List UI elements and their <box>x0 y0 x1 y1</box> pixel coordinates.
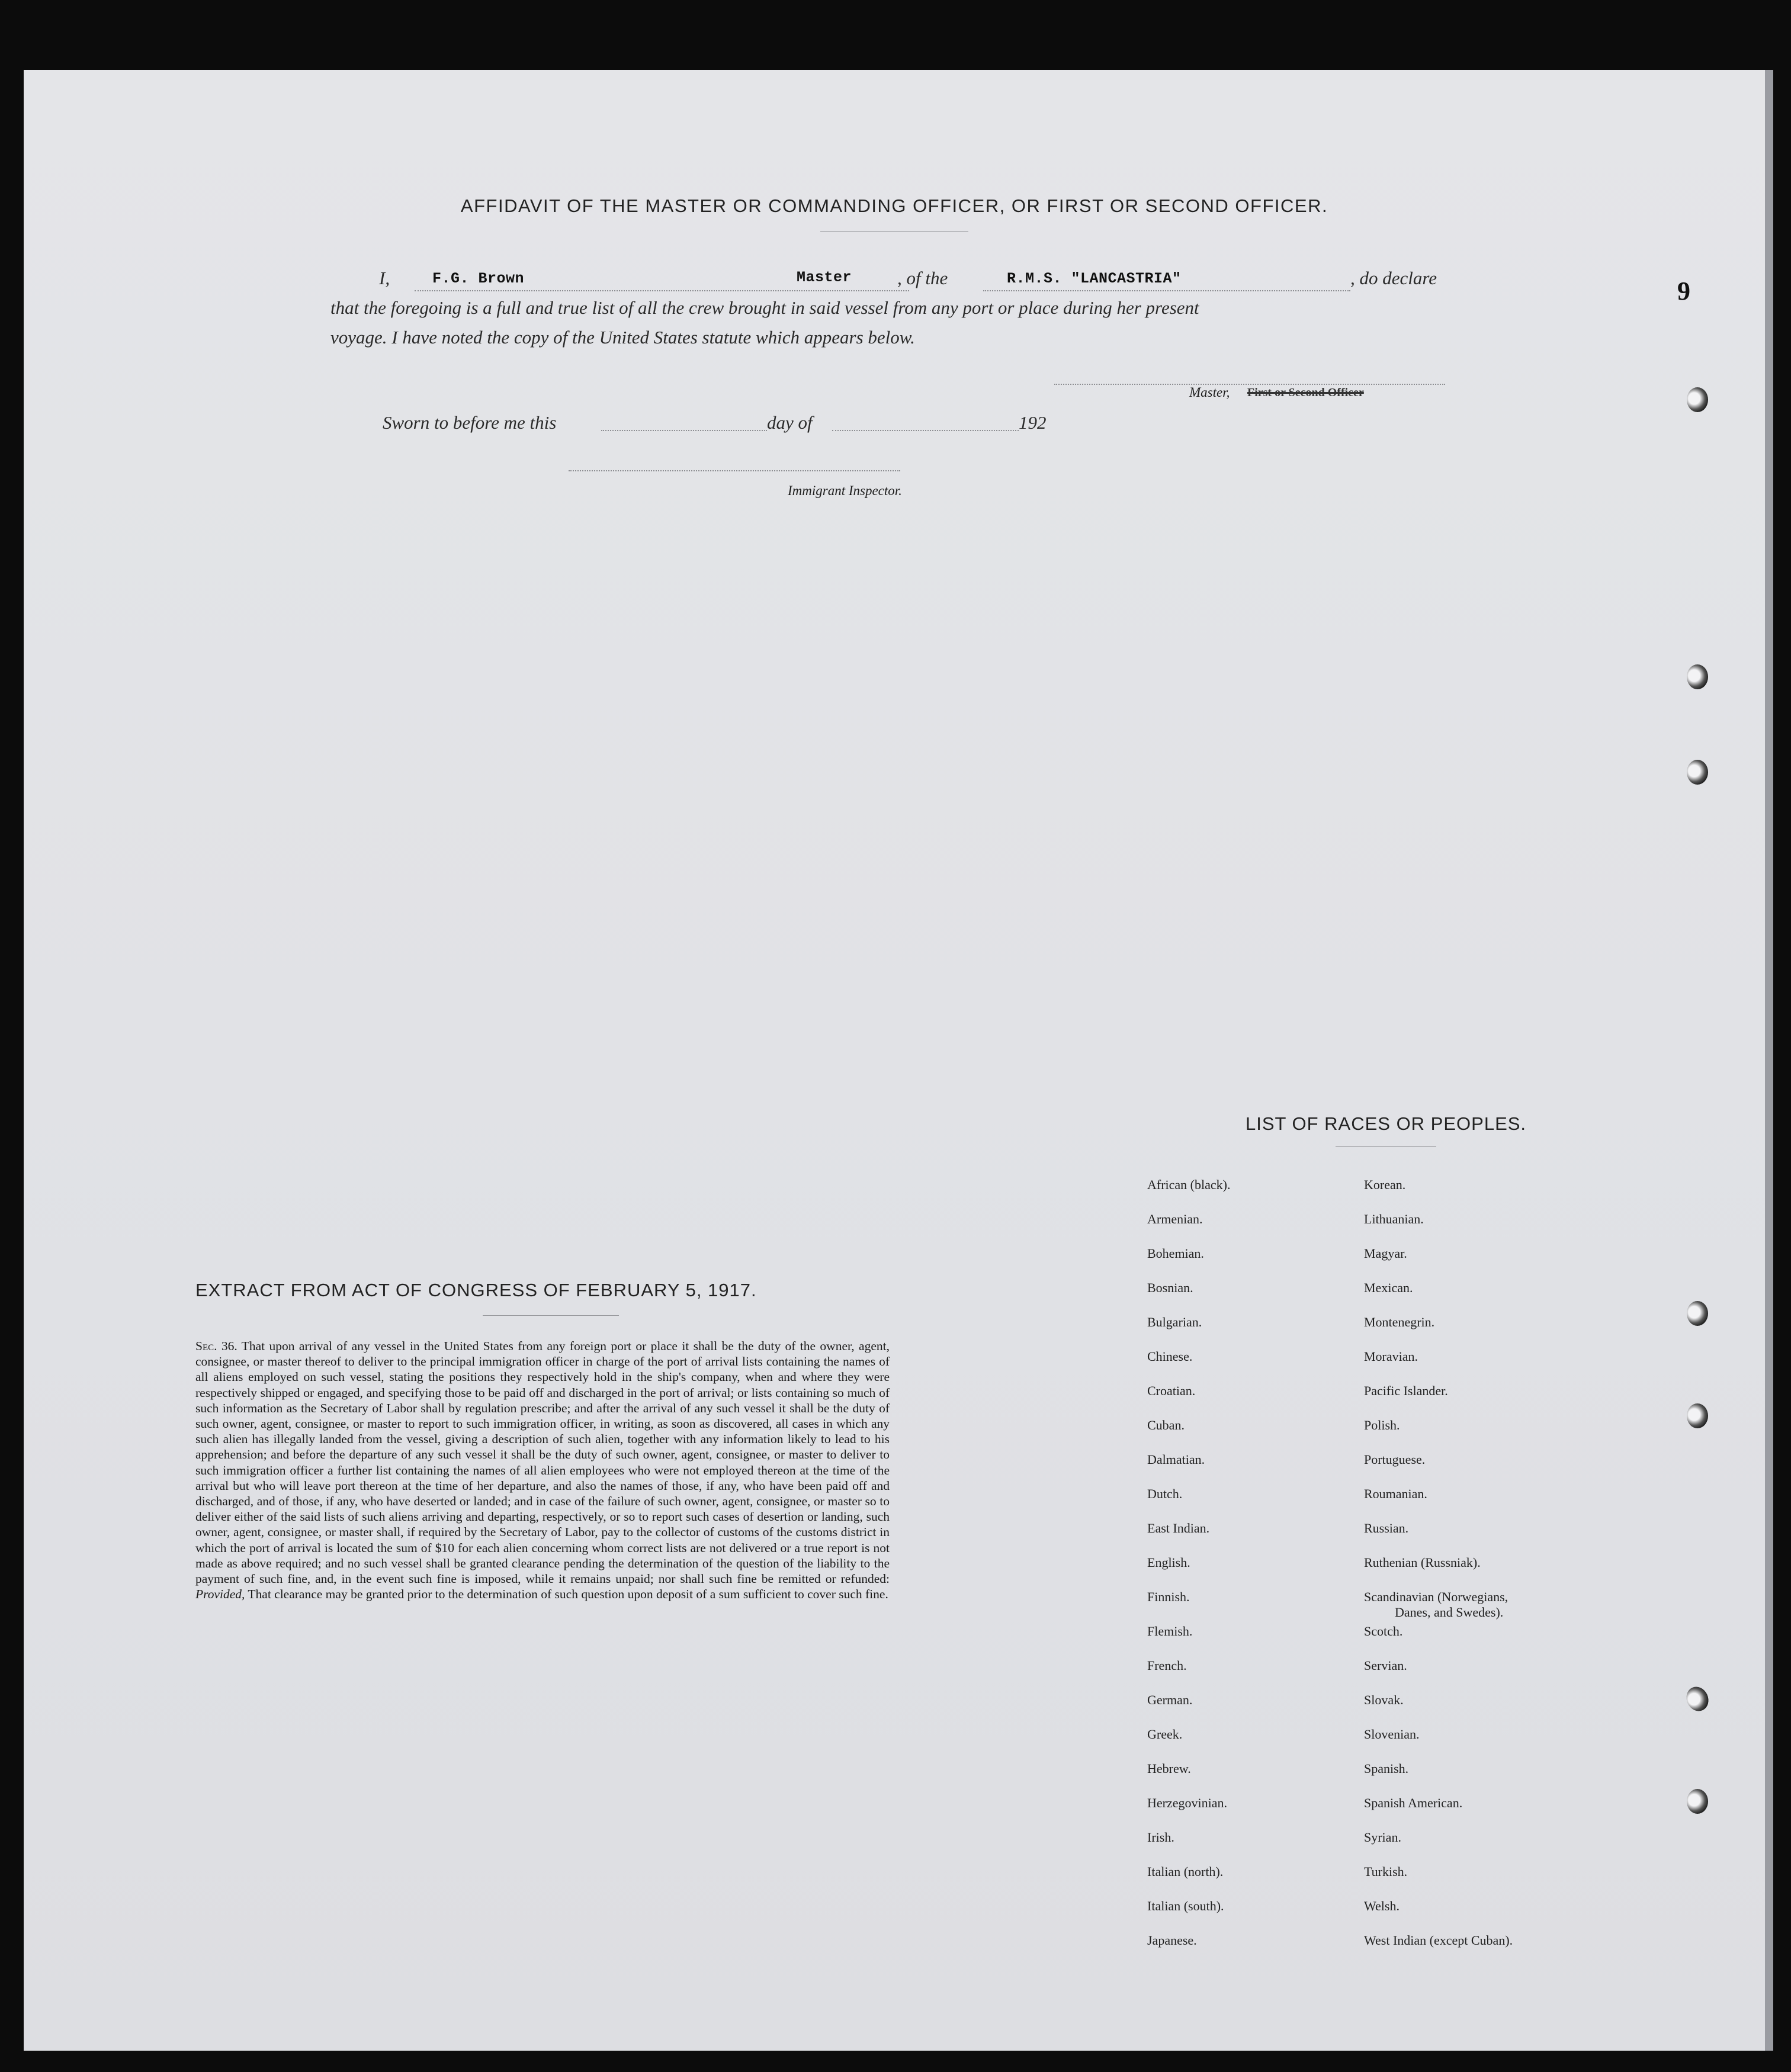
master-label: Master, <box>1189 385 1230 400</box>
race-item: Welsh. <box>1364 1898 1400 1913</box>
race-item: Armenian. <box>1147 1212 1203 1226</box>
race-item: Bosnian. <box>1147 1280 1193 1295</box>
declaration-line-3: voyage. I have noted the copy of the United States statute which appears below. <box>330 327 915 348</box>
race-item: Slovenian. <box>1364 1727 1420 1742</box>
race-item: Bulgarian. <box>1147 1315 1202 1329</box>
binder-hole <box>1687 1301 1708 1326</box>
sworn-label: Sworn to before me this <box>383 412 557 433</box>
race-item: West Indian (except Cuban). <box>1364 1933 1513 1948</box>
race-item: Montenegrin. <box>1364 1315 1435 1329</box>
race-item: Chinese. <box>1147 1349 1193 1364</box>
vessel-line <box>983 290 1350 291</box>
binder-hole <box>1687 1789 1708 1814</box>
races-title: LIST OF RACES OR PEOPLES. <box>1245 1113 1527 1134</box>
race-item: African (black). <box>1147 1177 1231 1192</box>
race-item: Irish. <box>1147 1830 1174 1845</box>
race-item: Lithuanian. <box>1364 1212 1424 1226</box>
statute-provided: Provided, <box>195 1587 245 1602</box>
race-item-continuation: Danes, and Swedes). <box>1395 1605 1504 1620</box>
race-item: Korean. <box>1364 1177 1406 1192</box>
master-rank: Master <box>797 269 852 286</box>
inspector-signature-line <box>569 470 900 471</box>
page-edge <box>1765 70 1773 2051</box>
name-line <box>415 290 909 291</box>
races-list-left <box>1147 1177 1337 2018</box>
race-item: Scandinavian (Norwegians, Danes, and Swedes). <box>1364 1589 1508 1620</box>
binder-hole <box>1687 387 1708 412</box>
inspector-label: Immigrant Inspector. <box>788 483 902 498</box>
statute-body: That upon arrival of any vessel in the United States from any foreign port or place it shall be the duty of the owner, agent, consignee, or master thereof to deliver to the principal immigration officer in charge of the port of arrival lists containing the names of all aliens employed on such vessel, stating the positions they respectively hold in the ship's company, when and where they were respectively shipped or engaged, and specifying those to be paid off and discharged in the port of arrival; or lists containing so much of such information as the Secretary of Labor shall by regulation prescribe; and after the arrival of any such vessel it shall be the duty of such owner, agent, consignee, or master to report to such immigration officer, in writing, as soon as discovered, all cases in which any such alien has illegally landed from the vessel, giving a description of such alien, together with any information likely to lead to his apprehension; and before the departure of any such vessel it shall be the duty of such owner, agent, consignee, or master to deliver to such immigration officer a further list containing the names of all alien employees who were not employed thereon at the time of the arrival but who will leave port thereon at the time of her departure, and also the names of those, if any, who have been paid off and discharged, and of those, if any, who have deserted or landed; and in case of the failure of such owner, agent, consignee, or master so to deliver either of the said lists of such aliens arriving and departing, respectively, or so to report such cases of desertion or landing, such owner, agent, consignee, or master shall, if required by the Secretary of Labor, pay to the collector of customs of the customs district in which the port of arrival is located the sum of $10 for each alien concerning whom correct lists are not delivered or a true report is not made as above required; and no such vessel shall be granted clearance pending the determination of the question of the liability to the payment of such fine, and, in the event such fine is imposed, while it remains unpaid; nor shall such fine be remitted or refunded: <box>195 1339 890 1586</box>
of-the-label: , of the <box>897 268 948 288</box>
race-item: Servian. <box>1364 1658 1407 1673</box>
race-item: Polish. <box>1364 1418 1400 1432</box>
race-item: Italian (south). <box>1147 1898 1224 1913</box>
statute-text <box>195 1338 890 1602</box>
race-item: Finnish. <box>1147 1589 1190 1604</box>
section-number: Sec. 36. <box>195 1339 237 1353</box>
declaration-i: I, <box>379 268 390 288</box>
races-list-right <box>1364 1177 1642 2018</box>
title-divider <box>820 231 968 232</box>
page-number: 9 <box>1677 277 1690 306</box>
race-item: German. <box>1147 1692 1193 1707</box>
affidavit-title: AFFIDAVIT OF THE MASTER OR COMMANDING OFFICER, OR FIRST OR SECOND OFFICER. <box>460 195 1328 216</box>
declaration-line-2: that the foregoing is a full and true list of all the crew brought in said vessel from any port or place during her present <box>330 297 1199 318</box>
document-page <box>24 70 1765 2051</box>
race-item: Portuguese. <box>1364 1452 1426 1467</box>
race-item: Roumanian. <box>1364 1486 1427 1501</box>
race-item: Dutch. <box>1147 1486 1183 1501</box>
race-item: Cuban. <box>1147 1418 1185 1432</box>
race-item: Ruthenian (Russniak). <box>1364 1555 1481 1570</box>
race-item: Greek. <box>1147 1727 1183 1742</box>
race-item: French. <box>1147 1658 1187 1673</box>
race-item: Turkish. <box>1364 1864 1408 1879</box>
sworn-day-line <box>601 430 767 431</box>
statute-title: EXTRACT FROM ACT OF CONGRESS OF FEBRUARY 5, 1917. <box>195 1280 757 1300</box>
race-item: Slovak. <box>1364 1692 1404 1707</box>
binder-hole <box>1687 664 1708 689</box>
race-item: Russian. <box>1364 1521 1409 1535</box>
statute-body-end: That clearance may be granted prior to the determination of such question upon deposit of a sum sufficient to cover such fine. <box>248 1587 888 1602</box>
signature-line <box>1054 384 1445 385</box>
vessel-name: R.M.S. "LANCASTRIA" <box>1007 270 1182 287</box>
year-label: 192 <box>1019 412 1047 433</box>
binder-hole <box>1687 1403 1708 1428</box>
race-item: Magyar. <box>1364 1246 1407 1261</box>
race-item: Herzegovinian. <box>1147 1795 1227 1810</box>
race-item: Mexican. <box>1364 1280 1413 1295</box>
race-item: Spanish. <box>1364 1761 1409 1776</box>
race-item: Syrian. <box>1364 1830 1401 1845</box>
race-item: Scotch. <box>1364 1624 1403 1639</box>
race-item: East Indian. <box>1147 1521 1210 1535</box>
race-item: Japanese. <box>1147 1933 1197 1948</box>
race-item: Pacific Islander. <box>1364 1383 1448 1398</box>
binder-hole <box>1687 760 1708 785</box>
race-item: Dalmatian. <box>1147 1452 1205 1467</box>
race-item: Moravian. <box>1364 1349 1418 1364</box>
binder-hole <box>1683 1683 1712 1714</box>
race-item: Hebrew. <box>1147 1761 1191 1776</box>
master-name: F.G. Brown <box>432 270 525 287</box>
race-item: Flemish. <box>1147 1624 1193 1639</box>
race-item: Spanish American. <box>1364 1795 1463 1810</box>
do-declare-label: , do declare <box>1350 268 1437 288</box>
statute-divider <box>483 1315 619 1316</box>
struck-officer-title: First or Second Officer <box>1247 386 1364 399</box>
race-item: Italian (north). <box>1147 1864 1224 1879</box>
sworn-month-line <box>832 430 1019 431</box>
day-of-label: day of <box>767 412 813 433</box>
race-item: Croatian. <box>1147 1383 1196 1398</box>
race-item: English. <box>1147 1555 1190 1570</box>
race-item: Bohemian. <box>1147 1246 1204 1261</box>
races-divider <box>1336 1146 1436 1147</box>
